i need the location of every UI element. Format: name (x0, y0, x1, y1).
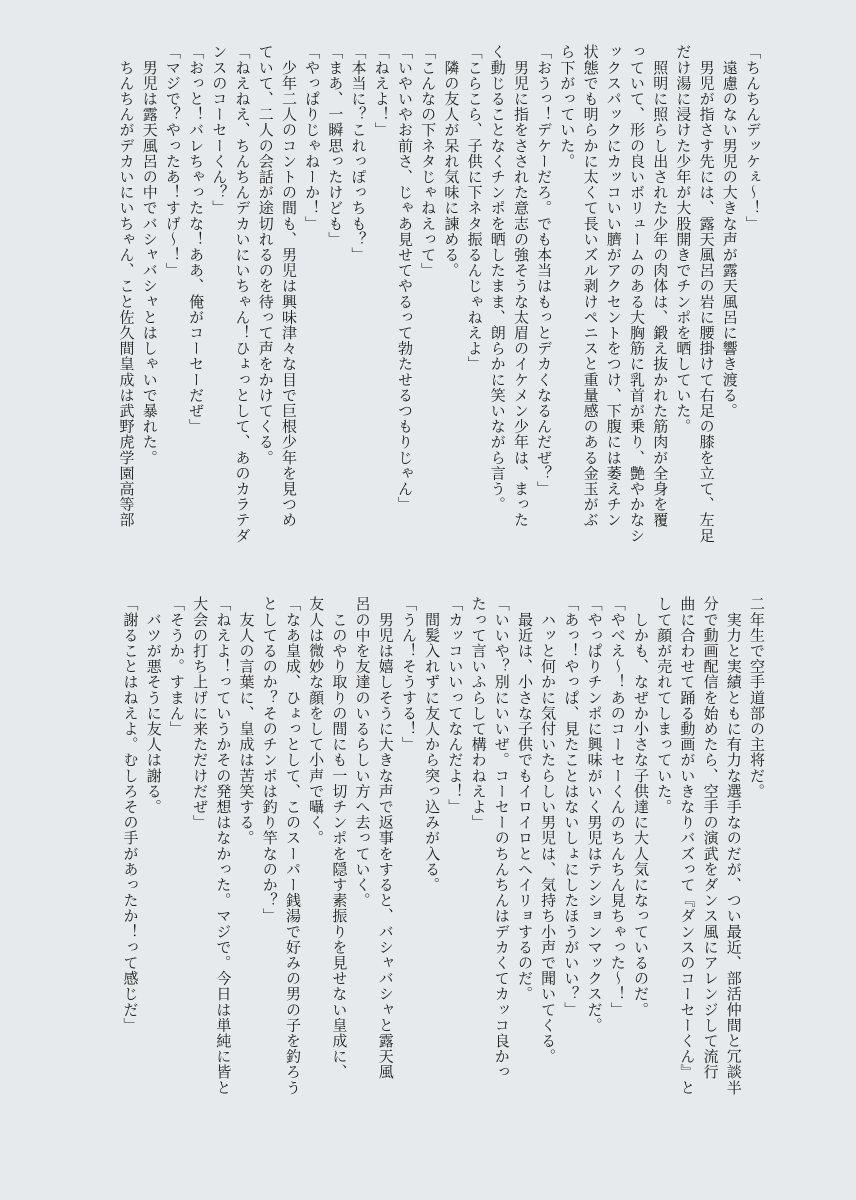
bottom-text-line: 男児は嬉しそうに大きな声で返事をすると、バシャバシャと露天風 (376, 596, 395, 1080)
top-text-line: 男児に指をさされた意志の強そうな太眉のイケメン少年は、まった (511, 44, 530, 528)
top-text-line: 男児が指さす先には、露天風呂の岩に腰掛けて右足の膝を立て、左足 (697, 44, 716, 544)
bottom-text-line: 「謝ることはねえよ。むしろその手があったか！って感じだ」 (121, 596, 140, 1033)
bottom-text-line: ハッと何かに気付いたらしい男児は、気持ち小声で聞いてくる。 (539, 596, 558, 1064)
bottom-text-line: バツが悪そうに友人は謝る。 (144, 596, 163, 815)
top-text-line: 遠慮のない男児の大きな声が露天風呂に響き渡る。 (720, 44, 739, 419)
top-text-line: だけ湯に浸けた少年が大股開きでチンポを晒していた。 (674, 44, 693, 434)
bottom-text-line: 実力と実績ともに有力な選手なのだが、つい最近、部活仲間と冗談半 (724, 596, 743, 1096)
top-text-line: 「こらこら、子供に下ネタ振るんじゃねえよ」 (465, 44, 484, 372)
bottom-text-line: 「いいや？別にいいぜ。コーセーのちんちんはデカくてカッコ良かっ (492, 596, 511, 1080)
top-text-line: ちんちんがデカいにいちゃん、こと佐久間皇成は武野虎学園高等部 (117, 44, 136, 528)
text-block-top (74, 44, 764, 584)
bottom-text-line: 最近は、小さな子供でもイロイロとヘイリョするのだ。 (515, 596, 534, 1002)
bottom-text-line: 「やべえ〜！あのコーセーくんのちんちん見ちゃった〜！」 (608, 596, 627, 1018)
bottom-text-line: としてるのか？そのチンポは釣り竿なのか？」 (260, 596, 279, 924)
top-text-line: 少年二人のコントの間も、男児は興味津々な目で巨根少年を見つめ (279, 44, 298, 528)
bottom-text-line: 分で動画配信を始めたら、空手の演武をダンス風にアレンジして流行 (701, 596, 720, 1080)
bottom-text-line: しかも、なぜか小さな子供達に大人気になっているのだ。 (631, 596, 650, 1018)
top-text-line: 照明に照らし出された少年の肉体は、鍛え抜かれた筋肉が全身を覆 (651, 44, 670, 528)
top-text-line: 「こんなの下ネタじゃねえって」 (419, 44, 438, 278)
bottom-text-line: 曲に合わせて踊る動画がいきなりバズって『ダンスのコーセーくん』と (678, 596, 697, 1096)
top-text-line: 「マジで？やったあ！すげ〜！」 (163, 44, 182, 278)
top-text-line: ンスのコーセーくん？」 (210, 44, 229, 216)
bottom-text-line: 「うん！そうする！」 (399, 596, 418, 752)
top-text-line: 「おうっ！デケーだろ。でも本当はもっとデカくなるんだぜ？」 (535, 44, 554, 497)
bottom-text-line: 「あっ！やっぱ、見たことはないしょにしたほうがいい？」 (562, 596, 581, 1018)
top-text-line: 「いやいやお前さ、じゃあ見せてやるって勃たせるつもりじゃん」 (395, 44, 414, 512)
top-text-line: 「やっぱりじゃねーか！」 (303, 44, 322, 232)
bottom-text-line: 「やっぱりチンポに興味がいく男児はテンションマックスだ。 (585, 596, 604, 1033)
bottom-text-line: 大会の打ち上げに来ただけだぜ」 (191, 596, 210, 830)
top-text-line: 状態でも明らかに太くて長いズル剥けペニスと重量感のある金玉がぶ (581, 44, 600, 528)
top-text-line: ていて、二人の会話が途切れるのを待って声をかけてくる。 (256, 44, 275, 466)
bottom-text-line: 二年生で空手道部の主将だ。 (748, 596, 766, 799)
bottom-text-line: このやり取りの間にも一切チンポを隠す素振りを見せない皇成に、 (330, 596, 349, 1080)
top-text-line: く動じることなくチンポを晒したまま、朗らかに笑いながら言う。 (488, 44, 507, 512)
bottom-text-line: たって言いふらして構わねえよ」 (469, 596, 488, 830)
top-text-line: ックスパックにカッコいい臍がアクセントをつけ、下腹には萎えチン (604, 44, 623, 528)
bottom-text-line: して顔が売れてしまっていた。 (655, 596, 674, 815)
top-text-line: 「ねえねえ、ちんちんデカいにいちゃん！ひょっとして、あのカラテダ (233, 44, 252, 544)
top-text-line: っていて、形の良いボリュームのある大胸筋に乳首が乗り、艶やかなシ (627, 44, 646, 544)
top-text-line: 「ちんちんデッケぇ〜！」 (744, 44, 762, 232)
top-text-line: 「まあ、一瞬思ったけども」 (326, 44, 345, 247)
top-text-line: 「ねえよ！」 (372, 44, 391, 138)
bottom-text-line: 「ねえよ！っていうかその発想はなかった。マジで。今日は単純に皆と (214, 596, 233, 1096)
bottom-text-line: 友人は微妙な顔をして小声で囁く。 (307, 596, 326, 846)
text-block-bottom (80, 596, 768, 1096)
bottom-text-line: 「なあ皇成、ひょっとして、このスーパー銭湯で好みの男の子を釣ろう (283, 596, 302, 1096)
top-text-line: 隣の友人が呆れ気味に諫める。 (442, 44, 461, 278)
bottom-text-line: 「カッコいいってなんだよ！」 (446, 596, 465, 815)
top-text-line: 男児は露天風呂の中でバシャバシャとはしゃいで暴れた。 (140, 44, 159, 466)
top-text-line: ら下がっていた。 (558, 44, 577, 169)
bottom-text-line: 呂の中を友達のいるらしい方へ去っていく。 (353, 596, 372, 908)
bottom-text-line: 間髪入れずに友人から突っ込みが入る。 (423, 596, 442, 893)
bottom-text-line: 「そうか。すまん」 (167, 596, 186, 737)
top-text-line: 「おっと！バレちゃったな！ああ、俺がコーセーだぜ」 (187, 44, 206, 434)
top-text-line: 「本当に？これっぽっちも？」 (349, 44, 368, 263)
bottom-text-line: 友人の言葉に、皇成は苦笑する。 (237, 596, 256, 846)
